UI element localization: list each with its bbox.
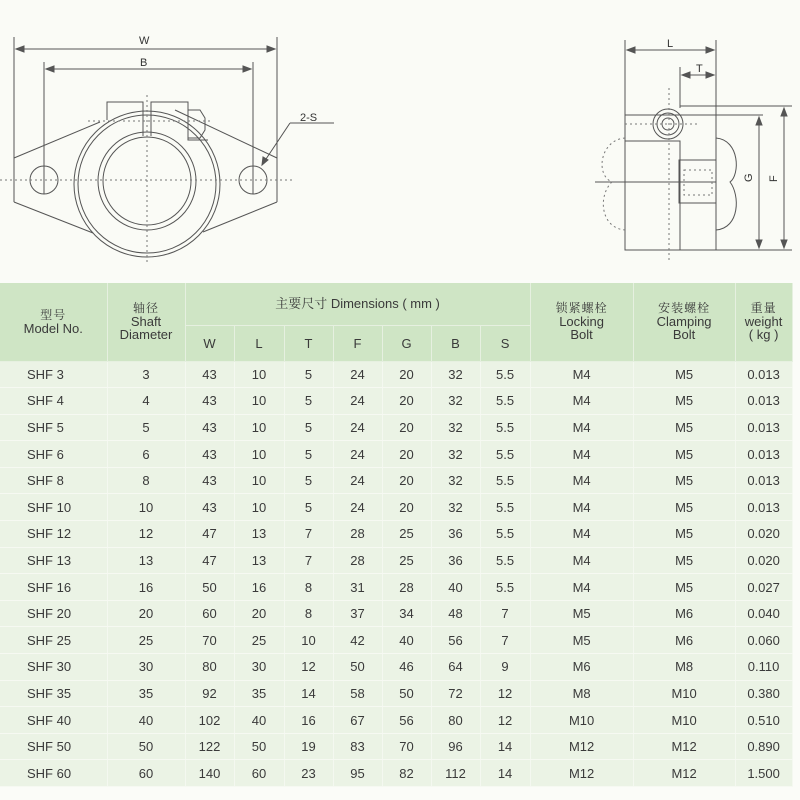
cell-b: 48: [431, 600, 480, 627]
side-view-drawing: [595, 40, 792, 250]
table-row: [0, 627, 792, 654]
cell-t: 5: [284, 388, 333, 415]
cell-l: 10: [234, 467, 284, 494]
cell-b: 32: [431, 441, 480, 468]
cell-t: 14: [284, 680, 333, 707]
cell-s: 5.5: [480, 361, 530, 388]
cell-f: 50: [333, 654, 382, 681]
cell-model: SHF 50: [0, 733, 107, 760]
cell-locking-bolt: M4: [530, 414, 633, 441]
cell-b: 32: [431, 361, 480, 388]
technical-drawing: [0, 0, 800, 280]
cell-model: SHF 60: [0, 760, 107, 787]
cell-weight: 0.020: [735, 521, 792, 548]
cell-b: 72: [431, 680, 480, 707]
cell-locking-bolt: M8: [530, 680, 633, 707]
table-row: [0, 680, 792, 707]
header-dim-w: W: [185, 325, 234, 361]
cell-w: 43: [185, 467, 234, 494]
table-row: [0, 361, 792, 388]
cell-weight: 0.013: [735, 414, 792, 441]
table-row: [0, 733, 792, 760]
specification-table-container: [0, 283, 792, 787]
cell-w: 50: [185, 574, 234, 601]
cell-g: 28: [382, 574, 431, 601]
cell-model: SHF 13: [0, 547, 107, 574]
cell-w: 70: [185, 627, 234, 654]
cell-locking-bolt: M12: [530, 760, 633, 787]
table-row: [0, 414, 792, 441]
table-row: [0, 574, 792, 601]
table-row: [0, 547, 792, 574]
cell-model: SHF 5: [0, 414, 107, 441]
cell-l: 10: [234, 494, 284, 521]
cell-f: 24: [333, 414, 382, 441]
header-model: 型号 Model No.: [0, 283, 107, 361]
cell-weight: 0.060: [735, 627, 792, 654]
cell-shaft-diameter: 12: [107, 521, 185, 548]
cell-f: 24: [333, 388, 382, 415]
label-l: L: [667, 38, 674, 50]
front-view-drawing: [0, 0, 800, 280]
header-shaft-diameter: 轴径 Shaft Diameter: [107, 283, 185, 361]
cell-b: 32: [431, 494, 480, 521]
table-row: [0, 521, 792, 548]
cell-shaft-diameter: 25: [107, 627, 185, 654]
label-2s: 2-S: [300, 112, 318, 124]
header-dim-g: G: [382, 325, 431, 361]
cell-t: 5: [284, 441, 333, 468]
label-w: W: [139, 35, 150, 47]
cell-clamping-bolt: M12: [633, 760, 735, 787]
table-row: [0, 467, 792, 494]
cell-weight: 0.020: [735, 547, 792, 574]
cell-l: 10: [234, 441, 284, 468]
cell-g: 20: [382, 388, 431, 415]
cell-clamping-bolt: M5: [633, 521, 735, 548]
cell-b: 32: [431, 467, 480, 494]
cell-clamping-bolt: M5: [633, 574, 735, 601]
cell-s: 7: [480, 600, 530, 627]
cell-s: 5.5: [480, 574, 530, 601]
table-row: [0, 654, 792, 681]
cell-g: 20: [382, 467, 431, 494]
cell-s: 12: [480, 707, 530, 734]
cell-f: 31: [333, 574, 382, 601]
cell-shaft-diameter: 4: [107, 388, 185, 415]
cell-locking-bolt: M4: [530, 521, 633, 548]
header-dim-b: B: [431, 325, 480, 361]
cell-g: 56: [382, 707, 431, 734]
cell-f: 28: [333, 521, 382, 548]
cell-model: SHF 16: [0, 574, 107, 601]
cell-w: 43: [185, 494, 234, 521]
cell-g: 20: [382, 414, 431, 441]
cell-locking-bolt: M4: [530, 467, 633, 494]
cell-b: 112: [431, 760, 480, 787]
cell-locking-bolt: M12: [530, 733, 633, 760]
cell-weight: 0.110: [735, 654, 792, 681]
cell-b: 36: [431, 521, 480, 548]
cell-l: 30: [234, 654, 284, 681]
cell-f: 95: [333, 760, 382, 787]
cell-s: 5.5: [480, 521, 530, 548]
cell-f: 24: [333, 361, 382, 388]
cell-s: 12: [480, 680, 530, 707]
cell-l: 10: [234, 414, 284, 441]
cell-w: 43: [185, 388, 234, 415]
cell-clamping-bolt: M8: [633, 654, 735, 681]
cell-s: 5.5: [480, 414, 530, 441]
cell-l: 25: [234, 627, 284, 654]
cell-model: SHF 8: [0, 467, 107, 494]
cell-weight: 0.510: [735, 707, 792, 734]
cell-t: 12: [284, 654, 333, 681]
cell-model: SHF 40: [0, 707, 107, 734]
cell-t: 7: [284, 547, 333, 574]
cell-l: 10: [234, 361, 284, 388]
cell-g: 46: [382, 654, 431, 681]
cell-locking-bolt: M6: [530, 654, 633, 681]
cell-t: 19: [284, 733, 333, 760]
cell-weight: 1.500: [735, 760, 792, 787]
cell-g: 70: [382, 733, 431, 760]
cell-b: 96: [431, 733, 480, 760]
cell-locking-bolt: M4: [530, 547, 633, 574]
cell-locking-bolt: M10: [530, 707, 633, 734]
label-t: T: [696, 63, 703, 75]
cell-t: 8: [284, 574, 333, 601]
cell-l: 10: [234, 388, 284, 415]
table-row: [0, 494, 792, 521]
cell-b: 80: [431, 707, 480, 734]
header-dim-s: S: [480, 325, 530, 361]
header-dim-f: F: [333, 325, 382, 361]
cell-f: 83: [333, 733, 382, 760]
cell-clamping-bolt: M10: [633, 707, 735, 734]
table-row: [0, 707, 792, 734]
cell-b: 32: [431, 388, 480, 415]
cell-b: 64: [431, 654, 480, 681]
cell-w: 43: [185, 361, 234, 388]
cell-shaft-diameter: 30: [107, 654, 185, 681]
cell-clamping-bolt: M10: [633, 680, 735, 707]
cell-s: 14: [480, 733, 530, 760]
cell-weight: 0.890: [735, 733, 792, 760]
cell-shaft-diameter: 8: [107, 467, 185, 494]
cell-w: 102: [185, 707, 234, 734]
cell-g: 25: [382, 547, 431, 574]
cell-g: 34: [382, 600, 431, 627]
cell-g: 50: [382, 680, 431, 707]
cell-weight: 0.013: [735, 467, 792, 494]
cell-w: 43: [185, 414, 234, 441]
cell-l: 40: [234, 707, 284, 734]
cell-shaft-diameter: 6: [107, 441, 185, 468]
cell-shaft-diameter: 35: [107, 680, 185, 707]
table-row: [0, 388, 792, 415]
cell-l: 16: [234, 574, 284, 601]
cell-locking-bolt: M4: [530, 494, 633, 521]
cell-f: 58: [333, 680, 382, 707]
cell-weight: 0.013: [735, 361, 792, 388]
cell-w: 47: [185, 547, 234, 574]
cell-t: 5: [284, 414, 333, 441]
cell-g: 40: [382, 627, 431, 654]
cell-locking-bolt: M4: [530, 361, 633, 388]
cell-g: 20: [382, 494, 431, 521]
cell-shaft-diameter: 50: [107, 733, 185, 760]
cell-t: 5: [284, 361, 333, 388]
cell-s: 14: [480, 760, 530, 787]
cell-w: 140: [185, 760, 234, 787]
cell-b: 40: [431, 574, 480, 601]
cell-clamping-bolt: M12: [633, 733, 735, 760]
cell-model: SHF 10: [0, 494, 107, 521]
cell-l: 60: [234, 760, 284, 787]
cell-g: 25: [382, 521, 431, 548]
cell-model: SHF 20: [0, 600, 107, 627]
cell-w: 80: [185, 654, 234, 681]
cell-g: 20: [382, 441, 431, 468]
cell-model: SHF 25: [0, 627, 107, 654]
cell-model: SHF 4: [0, 388, 107, 415]
table-row: [0, 760, 792, 787]
cell-s: 5.5: [480, 467, 530, 494]
cell-locking-bolt: M4: [530, 574, 633, 601]
cell-f: 67: [333, 707, 382, 734]
cell-w: 43: [185, 441, 234, 468]
cell-shaft-diameter: 3: [107, 361, 185, 388]
cell-s: 7: [480, 627, 530, 654]
cell-clamping-bolt: M5: [633, 388, 735, 415]
cell-l: 13: [234, 547, 284, 574]
cell-shaft-diameter: 13: [107, 547, 185, 574]
cell-t: 5: [284, 467, 333, 494]
cell-weight: 0.040: [735, 600, 792, 627]
cell-locking-bolt: M5: [530, 600, 633, 627]
cell-locking-bolt: M4: [530, 388, 633, 415]
cell-model: SHF 30: [0, 654, 107, 681]
cell-f: 37: [333, 600, 382, 627]
cell-shaft-diameter: 10: [107, 494, 185, 521]
cell-t: 10: [284, 627, 333, 654]
cell-b: 32: [431, 414, 480, 441]
cell-weight: 0.013: [735, 494, 792, 521]
cell-shaft-diameter: 16: [107, 574, 185, 601]
cell-t: 16: [284, 707, 333, 734]
cell-g: 20: [382, 361, 431, 388]
cell-t: 23: [284, 760, 333, 787]
cell-l: 13: [234, 521, 284, 548]
cell-clamping-bolt: M6: [633, 627, 735, 654]
cell-clamping-bolt: M5: [633, 494, 735, 521]
header-locking-bolt: 锁紧螺栓 Locking Bolt: [530, 283, 633, 361]
cell-clamping-bolt: M6: [633, 600, 735, 627]
label-f: F: [768, 175, 780, 182]
cell-f: 42: [333, 627, 382, 654]
cell-l: 50: [234, 733, 284, 760]
cell-t: 8: [284, 600, 333, 627]
cell-t: 7: [284, 521, 333, 548]
cell-weight: 0.013: [735, 388, 792, 415]
cell-l: 35: [234, 680, 284, 707]
cell-s: 9: [480, 654, 530, 681]
cell-model: SHF 12: [0, 521, 107, 548]
cell-weight: 0.027: [735, 574, 792, 601]
cell-s: 5.5: [480, 494, 530, 521]
cell-f: 24: [333, 441, 382, 468]
cell-g: 82: [382, 760, 431, 787]
label-g: G: [743, 173, 755, 182]
cell-weight: 0.380: [735, 680, 792, 707]
cell-w: 122: [185, 733, 234, 760]
cell-b: 36: [431, 547, 480, 574]
cell-s: 5.5: [480, 441, 530, 468]
cell-model: SHF 6: [0, 441, 107, 468]
label-b: B: [140, 57, 148, 69]
cell-shaft-diameter: 40: [107, 707, 185, 734]
cell-b: 56: [431, 627, 480, 654]
header-dim-t: T: [284, 325, 333, 361]
cell-clamping-bolt: M5: [633, 547, 735, 574]
cell-shaft-diameter: 5: [107, 414, 185, 441]
cell-clamping-bolt: M5: [633, 467, 735, 494]
cell-weight: 0.013: [735, 441, 792, 468]
header-dimensions: 主要尺寸 Dimensions ( mm ): [185, 283, 530, 325]
cell-shaft-diameter: 20: [107, 600, 185, 627]
cell-s: 5.5: [480, 388, 530, 415]
table-row: [0, 600, 792, 627]
cell-clamping-bolt: M5: [633, 414, 735, 441]
header-dim-l: L: [234, 325, 284, 361]
cell-locking-bolt: M4: [530, 441, 633, 468]
cell-shaft-diameter: 60: [107, 760, 185, 787]
cell-model: SHF 3: [0, 361, 107, 388]
table-body: [0, 361, 792, 787]
cell-locking-bolt: M5: [530, 627, 633, 654]
table-row: [0, 441, 792, 468]
cell-clamping-bolt: M5: [633, 361, 735, 388]
cell-f: 24: [333, 467, 382, 494]
cell-f: 28: [333, 547, 382, 574]
cell-w: 47: [185, 521, 234, 548]
cell-model: SHF 35: [0, 680, 107, 707]
header-weight: 重量 weight ( kg ): [735, 283, 792, 361]
cell-l: 20: [234, 600, 284, 627]
cell-f: 24: [333, 494, 382, 521]
cell-clamping-bolt: M5: [633, 441, 735, 468]
header-clamping-bolt: 安装螺栓 Clamping Bolt: [633, 283, 735, 361]
cell-w: 92: [185, 680, 234, 707]
cell-s: 5.5: [480, 547, 530, 574]
cell-w: 60: [185, 600, 234, 627]
specification-table: [0, 283, 793, 787]
cell-t: 5: [284, 494, 333, 521]
